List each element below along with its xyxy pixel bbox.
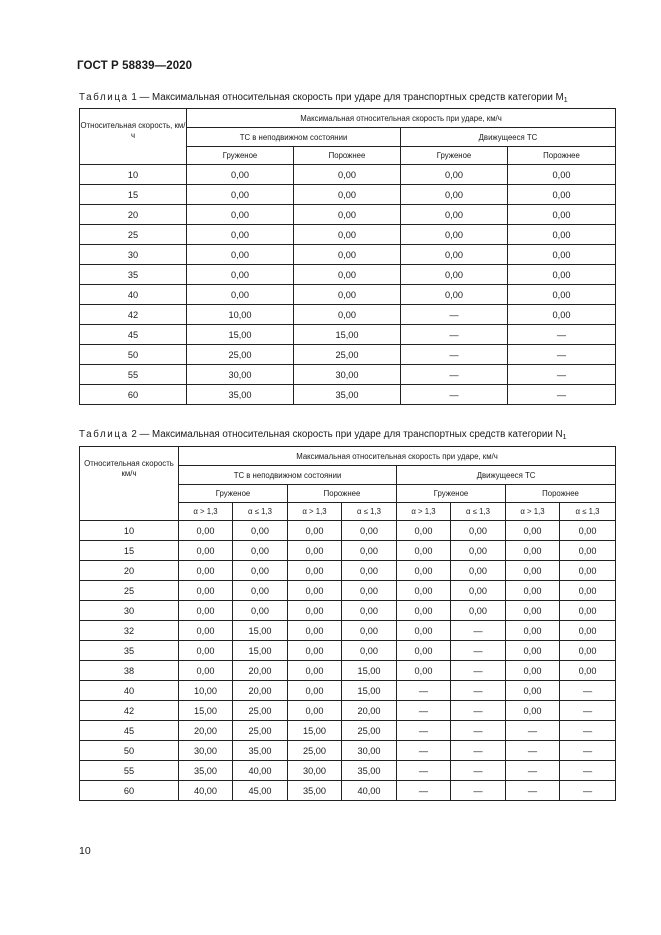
value-cell: — [397,681,451,701]
table-row [80,621,616,641]
value-cell: — [451,701,506,721]
empty-header: Порожнее [288,485,397,503]
value-cell: 0,00 [508,205,616,225]
value-cell: 0,00 [187,225,294,245]
empty-header: Порожнее [294,147,401,165]
value-cell: 0,00 [288,701,342,721]
value-cell: 35,00 [294,385,401,405]
value-cell: 0,00 [288,521,342,541]
table-row [80,561,616,581]
table-row [80,761,616,781]
speed-cell: 10 [80,521,179,541]
value-cell: 0,00 [560,561,616,581]
value-cell: 15,00 [179,701,233,721]
value-cell: — [560,721,616,741]
table-2-body [80,521,616,801]
value-cell: — [506,741,560,761]
value-cell: 0,00 [288,541,342,561]
value-cell: 0,00 [560,601,616,621]
caption-label: Таблица [79,92,129,103]
value-cell: 25,00 [288,741,342,761]
speed-cell: 60 [80,781,179,801]
value-cell: 0,00 [397,621,451,641]
caption-text: 1 — Максимальная относительная скорость при ударе для транспортных средств категории M [128,92,564,103]
speed-cell: 55 [80,761,179,781]
value-cell: 0,00 [508,305,616,325]
value-cell: 0,00 [342,601,397,621]
value-cell: 0,00 [451,561,506,581]
table-row [80,185,616,205]
value-cell: 0,00 [397,521,451,541]
value-cell: 0,00 [401,205,508,225]
value-cell: 15,00 [342,661,397,681]
speed-cell: 45 [80,325,187,345]
value-cell: 45,00 [233,781,288,801]
value-cell: 0,00 [397,581,451,601]
value-cell: 0,00 [342,541,397,561]
speed-cell: 42 [80,305,187,325]
speed-cell: 38 [80,661,179,681]
value-cell: 20,00 [342,701,397,721]
moving-header: Движущееся ТС [401,128,616,147]
table-row [80,721,616,741]
value-cell: 0,00 [401,185,508,205]
value-cell: — [401,345,508,365]
value-cell: 0,00 [187,165,294,185]
value-cell: — [508,365,616,385]
value-cell: 0,00 [294,165,401,185]
caption-subscript: 1 [563,97,568,104]
value-cell: 0,00 [179,641,233,661]
group-header: Максимальная относительная скорость при ударе, км/ч [187,109,616,128]
value-cell: 0,00 [179,661,233,681]
value-cell: — [451,741,506,761]
speed-cell: 15 [80,541,179,561]
value-cell: 0,00 [451,581,506,601]
speed-cell: 15 [80,185,187,205]
alpha-gt-header: α > 1,3 [397,503,451,521]
value-cell: 40,00 [179,781,233,801]
value-cell: 0,00 [508,165,616,185]
value-cell: — [508,345,616,365]
value-cell: 0,00 [342,581,397,601]
table-row [80,641,616,661]
value-cell: — [560,681,616,701]
stationary-header: ТС в неподвижном состоянии [187,128,401,147]
loaded-header: Груженое [187,147,294,165]
value-cell: 0,00 [294,245,401,265]
value-cell: 0,00 [288,581,342,601]
table-row [80,781,616,801]
value-cell: 35,00 [342,761,397,781]
value-cell: 35,00 [187,385,294,405]
value-cell: 0,00 [397,541,451,561]
table-row [80,245,616,265]
table-row [80,325,616,345]
value-cell: 0,00 [288,621,342,641]
table-2-caption [79,429,567,441]
table-row [80,581,616,601]
value-cell: — [508,325,616,345]
value-cell: 0,00 [187,245,294,265]
value-cell: 0,00 [342,641,397,661]
alpha-gt-header: α > 1,3 [506,503,560,521]
value-cell: 0,00 [560,661,616,681]
value-cell: 0,00 [294,305,401,325]
value-cell: 0,00 [288,661,342,681]
speed-cell: 10 [80,165,187,185]
table-row [80,741,616,761]
value-cell: 15,00 [342,681,397,701]
value-cell: 10,00 [187,305,294,325]
stationary-header: ТС в неподвижном состоянии [179,466,397,485]
value-cell: 0,00 [560,581,616,601]
value-cell: 30,00 [179,741,233,761]
speed-cell: 35 [80,265,187,285]
value-cell: — [451,641,506,661]
value-cell: 0,00 [401,165,508,185]
table-row [80,681,616,701]
speed-cell: 32 [80,621,179,641]
value-cell: 30,00 [288,761,342,781]
table-row [80,165,616,185]
value-cell: 0,00 [560,521,616,541]
page-number: 10 [79,845,91,857]
value-cell: 0,00 [506,621,560,641]
value-cell: — [506,721,560,741]
value-cell: 20,00 [179,721,233,741]
value-cell: 0,00 [288,561,342,581]
value-cell: 0,00 [342,521,397,541]
alpha-le-header: α ≤ 1,3 [560,503,616,521]
alpha-le-header: α ≤ 1,3 [342,503,397,521]
value-cell: 35,00 [233,741,288,761]
table-row [80,541,616,561]
value-cell: — [506,781,560,801]
empty-header: Порожнее [508,147,616,165]
value-cell: — [397,701,451,721]
alpha-le-header: α ≤ 1,3 [451,503,506,521]
value-cell: 0,00 [233,521,288,541]
value-cell: 15,00 [288,721,342,741]
value-cell: 25,00 [294,345,401,365]
value-cell: — [451,761,506,781]
value-cell: 25,00 [233,701,288,721]
value-cell: 0,00 [397,641,451,661]
value-cell: 0,00 [233,581,288,601]
loaded-header: Груженое [179,485,288,503]
value-cell: 0,00 [560,641,616,661]
value-cell: 40,00 [342,781,397,801]
speed-cell: 40 [80,681,179,701]
table-row [80,305,616,325]
value-cell: 0,00 [506,701,560,721]
table-2 [79,446,616,801]
value-cell: 10,00 [179,681,233,701]
value-cell: 0,00 [560,541,616,561]
value-cell: 0,00 [187,205,294,225]
value-cell: 20,00 [233,661,288,681]
caption-subscript: 1 [562,434,567,441]
value-cell: 0,00 [233,541,288,561]
value-cell: 0,00 [187,265,294,285]
value-cell: 0,00 [506,641,560,661]
speed-cell: 50 [80,345,187,365]
table-row [80,345,616,365]
speed-cell: 45 [80,721,179,741]
table-1-body [80,165,616,405]
value-cell: — [397,781,451,801]
value-cell: 25,00 [187,345,294,365]
value-cell: — [401,365,508,385]
value-cell: — [401,325,508,345]
value-cell: 40,00 [233,761,288,781]
value-cell: — [560,781,616,801]
value-cell: 0,00 [294,205,401,225]
value-cell: 15,00 [294,325,401,345]
value-cell: 0,00 [506,681,560,701]
value-cell: 0,00 [233,601,288,621]
value-cell: 0,00 [187,185,294,205]
value-cell: — [560,741,616,761]
value-cell: 0,00 [560,621,616,641]
speed-cell: 42 [80,701,179,721]
value-cell: 0,00 [451,601,506,621]
value-cell: 0,00 [508,285,616,305]
value-cell: 25,00 [233,721,288,741]
speed-cell: 20 [80,205,187,225]
value-cell: 30,00 [187,365,294,385]
value-cell: — [451,681,506,701]
caption-text: 2 — Максимальная относительная скорость при ударе для транспортных средств категории N [128,429,563,440]
value-cell: — [506,761,560,781]
value-cell: 35,00 [179,761,233,781]
table-1-caption [79,92,568,104]
table-row [80,365,616,385]
speed-cell: 60 [80,385,187,405]
speed-cell: 40 [80,285,187,305]
value-cell: 15,00 [233,621,288,641]
value-cell: 0,00 [397,601,451,621]
alpha-le-header: α ≤ 1,3 [233,503,288,521]
value-cell: 0,00 [401,245,508,265]
speed-cell: 30 [80,245,187,265]
speed-cell: 55 [80,365,187,385]
value-cell: — [397,741,451,761]
value-cell: — [451,781,506,801]
value-cell: — [451,621,506,641]
value-cell: 0,00 [179,621,233,641]
value-cell: 0,00 [401,225,508,245]
value-cell: 0,00 [506,581,560,601]
table-row [80,385,616,405]
value-cell: 0,00 [508,245,616,265]
value-cell: — [397,761,451,781]
value-cell: 0,00 [508,225,616,245]
value-cell: 15,00 [233,641,288,661]
value-cell: 0,00 [506,561,560,581]
loaded-header: Груженое [401,147,508,165]
table-row [80,701,616,721]
value-cell: 0,00 [397,561,451,581]
value-cell: — [560,761,616,781]
table-row [80,285,616,305]
value-cell: 0,00 [288,641,342,661]
empty-header: Порожнее [506,485,616,503]
value-cell: 0,00 [179,521,233,541]
value-cell: 30,00 [342,741,397,761]
speed-cell: 25 [80,225,187,245]
alpha-gt-header: α > 1,3 [288,503,342,521]
value-cell: 0,00 [179,581,233,601]
loaded-header: Груженое [397,485,506,503]
value-cell: 0,00 [294,185,401,205]
document-id: ГОСТ Р 58839—2020 [77,60,193,72]
value-cell: — [508,385,616,405]
value-cell: 0,00 [179,541,233,561]
value-cell: 0,00 [342,561,397,581]
value-cell: 0,00 [187,285,294,305]
value-cell: 20,00 [233,681,288,701]
value-cell: 0,00 [506,521,560,541]
col-speed-header: Относительная скорость, км/ч [80,109,187,165]
value-cell: — [401,385,508,405]
value-cell: 30,00 [294,365,401,385]
caption-label: Таблица [79,429,129,440]
value-cell: 0,00 [451,521,506,541]
speed-cell: 20 [80,561,179,581]
table-row [80,521,616,541]
table-row [80,265,616,285]
value-cell: 0,00 [508,185,616,205]
table-row [80,601,616,621]
value-cell: 15,00 [187,325,294,345]
table-row [80,661,616,681]
value-cell: 0,00 [179,561,233,581]
value-cell: 0,00 [342,621,397,641]
value-cell: 0,00 [288,681,342,701]
speed-cell: 25 [80,581,179,601]
value-cell: 0,00 [179,601,233,621]
speed-cell: 50 [80,741,179,761]
value-cell: 0,00 [401,265,508,285]
speed-cell: 35 [80,641,179,661]
group-header: Максимальная относительная скорость при ударе, км/ч [179,447,616,466]
col-speed-header: Относительная скорость км/ч [80,447,179,521]
value-cell: 0,00 [506,541,560,561]
value-cell: 0,00 [508,265,616,285]
speed-cell: 30 [80,601,179,621]
value-cell: 25,00 [342,721,397,741]
value-cell: 0,00 [397,661,451,681]
alpha-gt-header: α > 1,3 [179,503,233,521]
value-cell: 0,00 [233,561,288,581]
moving-header: Движущееся ТС [397,466,616,485]
table-1 [79,108,616,405]
value-cell: — [451,661,506,681]
value-cell: 0,00 [506,661,560,681]
value-cell: 35,00 [288,781,342,801]
value-cell: 0,00 [294,265,401,285]
value-cell: 0,00 [401,285,508,305]
value-cell: — [401,305,508,325]
value-cell: — [560,701,616,721]
value-cell: — [451,721,506,741]
table-row [80,225,616,245]
value-cell: 0,00 [294,225,401,245]
value-cell: 0,00 [506,601,560,621]
value-cell: 0,00 [288,601,342,621]
value-cell: 0,00 [451,541,506,561]
value-cell: — [397,721,451,741]
table-row [80,205,616,225]
value-cell: 0,00 [294,285,401,305]
